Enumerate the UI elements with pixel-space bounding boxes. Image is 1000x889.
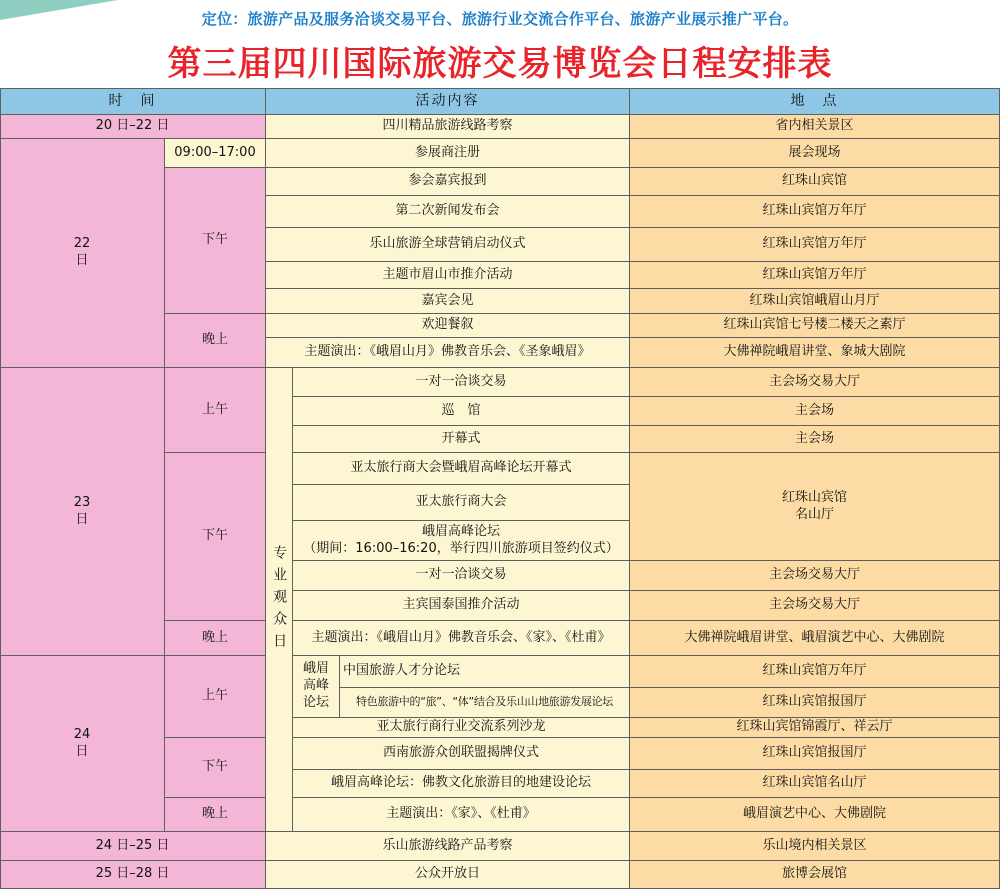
activity-cell: 一对一洽谈交易 [293,368,630,397]
venue-cell: 红珠山宾馆名山厅 [630,770,1000,798]
time-cell: 20 日–22 日 [0,115,266,139]
activity-cell: 欢迎餐叙 [266,314,630,338]
period-label: 下午 [165,738,266,798]
activity-cell: 参会嘉宾报到 [266,168,630,196]
activity-cell: 主题演出：《峨眉山月》佛教音乐会、《家》、《杜甫》 [293,621,630,656]
activity-cell: 四川精品旅游线路考察 [266,115,630,139]
professional-audience-day-label: 专业观众日 [266,368,293,832]
venue-cell: 红珠山宾馆报国厅 [630,738,1000,770]
activity-cell: 巡 馆 [293,397,630,426]
venue-cell: 展会现场 [630,139,1000,168]
venue-cell: 红珠山宾馆七号楼二楼天之素厅 [630,314,1000,338]
venue-cell: 红珠山宾馆万年厅 [630,262,1000,289]
venue-cell: 旅博会展馆 [630,861,1000,889]
activity-cell: 参展商注册 [266,139,630,168]
header-activity: 活动内容 [266,88,630,115]
activity-cell: 开幕式 [293,426,630,453]
period-label: 下午 [165,168,266,314]
venue-cell: 主会场 [630,426,1000,453]
activity-cell: 特色旅游中的“旅”、“体”结合及乐山山地旅游发展论坛 [340,688,630,718]
activity-cell: 一对一洽谈交易 [293,561,630,591]
subtitle: 定位：旅游产品及服务洽谈交易平台、旅游行业交流合作平台、旅游产业展示推广平台。 [201,10,799,28]
venue-cell: 省内相关景区 [630,115,1000,139]
venue-cell: 红珠山宾馆锦霞厅、祥云厅 [630,718,1000,738]
venue-cell: 乐山境内相关景区 [630,832,1000,861]
venue-cell: 红珠山宾馆 [630,168,1000,196]
period-label: 晚上 [165,314,266,368]
venue-cell: 主会场交易大厅 [630,368,1000,397]
header-venue: 地 点 [630,88,1000,115]
venue-cell: 红珠山宾馆报国厅 [630,688,1000,718]
period-label: 晚上 [165,621,266,656]
activity-cell: 亚太旅行商行业交流系列沙龙 [293,718,630,738]
header-time: 时 间 [0,88,266,115]
schedule-table [0,88,1000,889]
activity-cell: 亚太旅行商大会暨峨眉高峰论坛开幕式 [293,453,630,485]
period-label: 晚上 [165,798,266,832]
venue-cell: 红珠山宾馆万年厅 [630,196,1000,228]
time-cell: 25 日–28 日 [0,861,266,889]
venue-cell: 峨眉演艺中心、大佛剧院 [630,798,1000,832]
activity-cell: 亚太旅行商大会 [293,485,630,521]
activity-cell: 公众开放日 [266,861,630,889]
period-label: 下午 [165,453,266,621]
activity-cell: 主题演出：《家》、《杜甫》 [293,798,630,832]
activity-cell: 第二次新闻发布会 [266,196,630,228]
emei-peak-forum-label: 峨眉高峰论坛 [293,656,340,718]
activity-cell: 嘉宾会见 [266,289,630,314]
venue-cell: 主会场交易大厅 [630,591,1000,621]
venue-cell: 红珠山宾馆万年厅 [630,228,1000,262]
time-cell: 24 日–25 日 [0,832,266,861]
activity-cell: 西南旅游众创联盟揭牌仪式 [293,738,630,770]
day-label: 23 日 [0,368,165,656]
activity-cell: 主宾国泰国推介活动 [293,591,630,621]
period-label: 上午 [165,656,266,738]
period-label: 上午 [165,368,266,453]
activity-cell: 峨眉高峰论坛 （期间：16:00–16:20，举行四川旅游项目签约仪式） [293,521,630,561]
activity-cell: 中国旅游人才分论坛 [340,656,630,688]
activity-cell: 乐山旅游线路产品考察 [266,832,630,861]
venue-cell: 主会场 [630,397,1000,426]
venue-cell: 主会场交易大厅 [630,561,1000,591]
venue-cell: 大佛禅院峨眉讲堂、象城大剧院 [630,338,1000,368]
activity-cell: 主题演出：《峨眉山月》佛教音乐会、《圣象峨眉》 [266,338,630,368]
venue-cell: 红珠山宾馆万年厅 [630,656,1000,688]
day-label: 24 日 [0,656,165,832]
activity-cell: 乐山旅游全球营销启动仪式 [266,228,630,262]
activity-cell: 主题市眉山市推介活动 [266,262,630,289]
day-label: 22 日 [0,139,165,368]
page-title: 第三届四川国际旅游交易博览会日程安排表 [167,44,833,84]
time-cell: 09:00–17:00 [165,139,266,168]
activity-cell: 峨眉高峰论坛：佛教文化旅游目的地建设论坛 [293,770,630,798]
venue-cell: 红珠山宾馆 名山厅 [630,453,1000,561]
venue-cell: 红珠山宾馆峨眉山月厅 [630,289,1000,314]
venue-cell: 大佛禅院峨眉讲堂、峨眉演艺中心、大佛剧院 [630,621,1000,656]
